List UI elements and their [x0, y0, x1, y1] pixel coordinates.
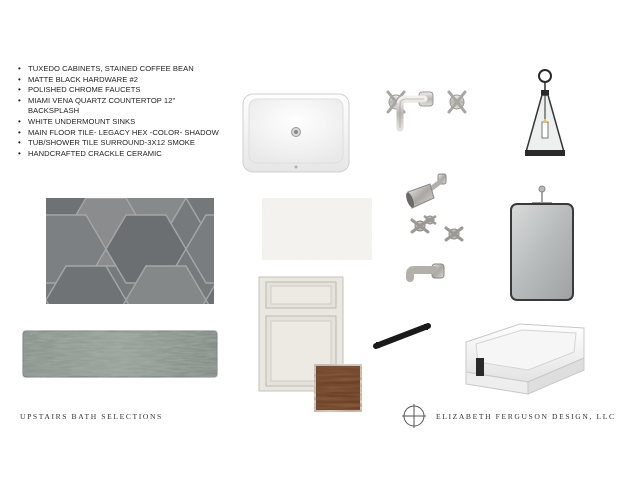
selection-item: BACKSPLASH: [28, 106, 80, 116]
company-name: ELIZABETH FERGUSON DESIGN, LLC: [436, 412, 616, 421]
bathtub-image: [462, 318, 588, 396]
selection-list: [18, 64, 250, 159]
hex-tile-image: [46, 198, 214, 304]
pull-handle-image: [372, 318, 434, 354]
sink-image: [240, 92, 352, 174]
mirror-image: [506, 184, 578, 304]
design-logo-icon: [402, 404, 426, 428]
pendant-light-image: [514, 66, 576, 162]
shower-trim-image: [400, 170, 472, 290]
selection-item: • MIAMI VENA QUARTZ COUNTERTOP 12": [18, 96, 250, 107]
stain-swatch-image: [314, 364, 362, 412]
selection-item: • MAIN FLOOR TILE- LEGACY HEX -COLOR- SHADOW: [18, 128, 250, 139]
wall-faucet-image: [384, 78, 476, 136]
selection-item: • HANDCRAFTED CRACKLE CERAMIC: [18, 149, 250, 160]
board-title: UPSTAIRS BATH SELECTIONS: [20, 412, 163, 421]
selection-item: • TUB/SHOWER TILE SURROUND-3X12 SMOKE: [18, 138, 250, 149]
selection-item: • WHITE UNDERMOUNT SINKS: [18, 117, 250, 128]
subway-tile-image: [22, 330, 218, 378]
selection-item: • POLISHED CHROME FAUCETS: [18, 85, 250, 96]
quartz-sample-image: [262, 198, 372, 260]
selection-item: • MATTE BLACK HARDWARE #2: [18, 75, 250, 86]
selection-item: • TUXEDO CABINETS, STAINED COFFEE BEAN: [18, 64, 250, 75]
